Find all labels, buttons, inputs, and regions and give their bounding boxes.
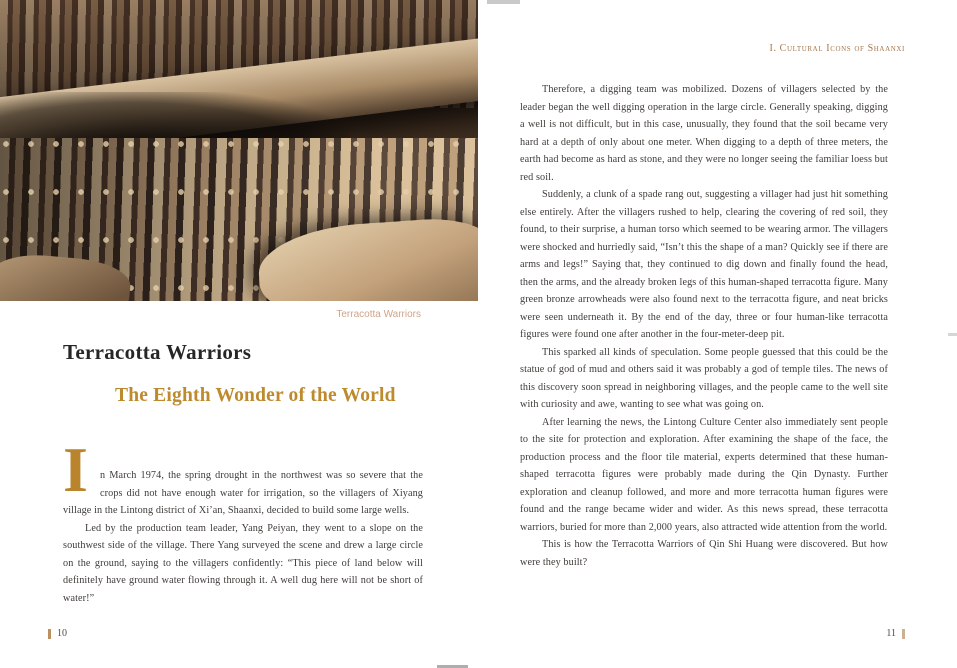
paragraph: This sparked all kinds of speculation. Some people guessed that this could be the statue of god of mud and others said it was probably a god of temple tiles. The news of this discovery soon spread in neighboring villages, and the people came to the well site with curiosity and awe, wanting to see what was going on. (520, 346, 888, 410)
photo-caption: Terracotta Warriors (336, 309, 421, 320)
running-header: I. Cultural Icons of Shaanxi (769, 43, 905, 54)
page-footer-right (520, 628, 905, 639)
drop-cap: I (63, 434, 88, 505)
page-footer-left (48, 628, 67, 639)
footer-bar-icon (902, 629, 905, 639)
chapter-subtitle: The Eighth Wonder of the World (115, 385, 396, 406)
page-number-right: 11 (886, 628, 896, 639)
paragraph: After learning the news, the Lintong Culture Center also immediately sent people to the site for protection and exploration. After examining the shape of the face, the production process and the floor tile material, experts determined that these human-shaped terracotta figures were probably made during the Qin Dynasty. Further exploration and cleanup followed, and more and more terracotta human figures were found and the range became wider and wider. As this news spread, these terracotta warriors, buried for more than 2,000 years, also attracted wide attention from the world. (520, 416, 888, 533)
terracotta-warriors-photo (0, 0, 478, 301)
drop-cap-spacer (63, 467, 100, 501)
paragraph: This is how the Terracotta Warriors of Qin Shi Huang were discovered. But how were they built? (520, 539, 888, 568)
left-body-text (63, 467, 423, 607)
scrollbar-fragment-right[interactable] (948, 333, 957, 336)
paragraph: Suddenly, a clunk of a spade rang out, suggesting a villager had just hit something else entirely. After the villagers rushed to help, clearing the covering of red soil, they found, to their surprise, a human torso which seemed to be wearing armor. The villagers were shocked and hurriedly said, “Isn’t this the shape of a man? Quickly see if there are arms and legs!” Saying that, they continued to dig down and finally found the head, then the arms, and the already broken legs of this human-shaped terracotta figure. Many green bronze arrowheads were also found next to the terracotta figure, and neat bricks were seen underneath it. By the end of the day, three or four human-like terracotta figures were found one after another in the four-meter-deep pit. (520, 189, 888, 340)
paragraph: Therefore, a digging team was mobilized. Dozens of villagers selected by the leader began the well digging operation in the large circle. Generally speaking, digging a well is not difficult, but in this case, unusually, they found that the soil became very hard at a depth of only about one meter. When digging to a depth of three meters, the earth had become as hard as stone, and they were no longer seeing the familiar loess but red soil. (520, 84, 888, 183)
chapter-title: Terracotta Warriors (63, 340, 252, 364)
paragraph (63, 467, 423, 520)
right-body-text (520, 81, 888, 571)
footer-bar-icon (48, 629, 51, 639)
page-number-left: 10 (57, 628, 67, 639)
scrollbar-fragment-top[interactable] (487, 0, 520, 4)
paragraph-text: n March 1974, the spring drought in the northwest was so severe that the crops did not have enough water for irrigation, so the villagers of Xiyang village in the Lintong district of Xi’an, Shaanxi, decided to build some large wells. (63, 470, 423, 516)
paragraph: Led by the production team leader, Yang Peiyan, they went to a slope on the southwest side of the village. There Yang surveyed the scene and drew a large circle on the ground, saying to the villagers confidently: “This piece of land below will definitely have ground water flowing through it. A well dug here will not be short of water!” (63, 522, 423, 604)
